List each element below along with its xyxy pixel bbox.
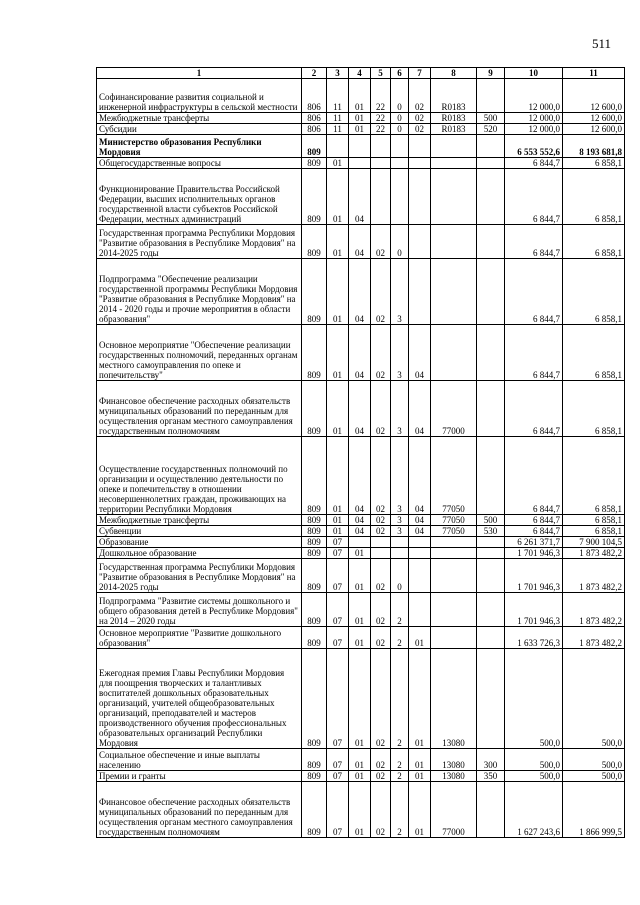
column-header-4: 4: [349, 68, 371, 79]
row-code-cell: 02: [409, 124, 431, 135]
row-name-cell: Функционирование Правительства Российской Федерации, высших исполнительных органов государственной власти субъектов Российской Федерации, местных администраций: [97, 169, 302, 225]
row-code-cell: 04: [409, 526, 431, 537]
row-code-cell: 02: [371, 559, 391, 593]
row-code-cell: 02: [371, 259, 391, 325]
row-code-cell: 02: [371, 649, 391, 749]
row-code-cell: [371, 169, 391, 225]
row-amount-cell: 1 701 946,3: [505, 593, 563, 627]
row-code-cell: 01: [349, 559, 371, 593]
row-code-cell: [431, 259, 477, 325]
row-code-cell: R0183: [431, 79, 477, 113]
row-name-cell: Субсидии: [97, 124, 302, 135]
row-code-cell: 07: [327, 782, 349, 838]
table-row: [97, 771, 625, 782]
row-code-cell: [431, 559, 477, 593]
row-code-cell: 07: [327, 771, 349, 782]
row-amount-cell: 1 627 243,6: [505, 782, 563, 838]
column-header-1: 1: [97, 68, 302, 79]
table-row: [97, 593, 625, 627]
table-row: [97, 113, 625, 124]
row-code-cell: [477, 537, 505, 548]
row-code-cell: [477, 225, 505, 259]
row-amount-cell: 6 844,7: [505, 526, 563, 537]
row-amount-cell: 500,0: [563, 749, 625, 771]
table-row: [97, 537, 625, 548]
row-code-cell: [431, 225, 477, 259]
row-code-cell: 806: [302, 79, 327, 113]
row-code-cell: 01: [327, 381, 349, 437]
row-code-cell: 22: [371, 79, 391, 113]
row-code-cell: 01: [409, 771, 431, 782]
row-code-cell: 77050: [431, 437, 477, 515]
row-code-cell: 520: [477, 124, 505, 135]
row-code-cell: 04: [349, 381, 371, 437]
column-header-10: 10: [505, 68, 563, 79]
row-name-cell: Осуществление государственных полномочий по организации и осуществлению деятельности по опеке и попечительству в отношении несовершеннолетних граждан, проживающих на территории Республики Мордовия: [97, 437, 302, 515]
row-code-cell: 04: [349, 225, 371, 259]
row-code-cell: 809: [302, 515, 327, 526]
row-code-cell: R0183: [431, 113, 477, 124]
row-code-cell: 2: [391, 649, 409, 749]
row-amount-cell: 6 858,1: [563, 437, 625, 515]
row-code-cell: 3: [391, 526, 409, 537]
row-amount-cell: 1 873 482,2: [563, 627, 625, 649]
row-code-cell: 809: [302, 782, 327, 838]
row-amount-cell: 7 900 104,5: [563, 537, 625, 548]
row-code-cell: 300: [477, 749, 505, 771]
row-code-cell: 22: [371, 124, 391, 135]
table-row: [97, 749, 625, 771]
row-amount-cell: 12 600,0: [563, 113, 625, 124]
row-code-cell: 13080: [431, 771, 477, 782]
row-code-cell: 809: [302, 526, 327, 537]
row-name-cell: Министерство образования Республики Мордовия: [97, 135, 302, 158]
row-code-cell: 806: [302, 124, 327, 135]
row-amount-cell: 6 858,1: [563, 225, 625, 259]
table-row: [97, 124, 625, 135]
column-header-8: 8: [431, 68, 477, 79]
row-code-cell: [349, 537, 371, 548]
table-row: [97, 627, 625, 649]
row-code-cell: [431, 548, 477, 559]
row-amount-cell: 1 701 946,3: [505, 559, 563, 593]
row-code-cell: [431, 169, 477, 225]
table-row: [97, 79, 625, 113]
row-code-cell: [409, 135, 431, 158]
row-code-cell: 07: [327, 559, 349, 593]
row-code-cell: 04: [349, 437, 371, 515]
row-code-cell: 809: [302, 381, 327, 437]
row-code-cell: 02: [371, 515, 391, 526]
row-code-cell: [477, 437, 505, 515]
row-code-cell: 22: [371, 113, 391, 124]
row-code-cell: [391, 537, 409, 548]
row-code-cell: [431, 627, 477, 649]
row-code-cell: 01: [349, 782, 371, 838]
column-header-5: 5: [371, 68, 391, 79]
row-code-cell: 13080: [431, 749, 477, 771]
row-name-cell: Социальное обеспечение и иные выплаты населению: [97, 749, 302, 771]
row-amount-cell: 500,0: [563, 771, 625, 782]
page-number: 511: [592, 36, 612, 51]
row-amount-cell: 12 000,0: [505, 113, 563, 124]
row-code-cell: 2: [391, 593, 409, 627]
column-header-7: 7: [409, 68, 431, 79]
row-code-cell: 01: [349, 548, 371, 559]
row-code-cell: [391, 158, 409, 169]
table-row: [97, 381, 625, 437]
row-code-cell: [477, 381, 505, 437]
row-code-cell: [409, 593, 431, 627]
row-amount-cell: 6 553 552,6: [505, 135, 563, 158]
row-code-cell: [409, 548, 431, 559]
row-amount-cell: 1 701 946,3: [505, 548, 563, 559]
row-code-cell: 07: [327, 537, 349, 548]
row-code-cell: 809: [302, 135, 327, 158]
table-header-row: [97, 68, 625, 79]
table-row: [97, 169, 625, 225]
row-code-cell: 02: [371, 381, 391, 437]
row-code-cell: 77000: [431, 381, 477, 437]
row-code-cell: [431, 537, 477, 548]
row-code-cell: 0: [391, 113, 409, 124]
column-header-2: 2: [302, 68, 327, 79]
row-code-cell: [371, 135, 391, 158]
row-code-cell: [477, 169, 505, 225]
row-code-cell: 07: [327, 548, 349, 559]
column-header-11: 11: [563, 68, 625, 79]
row-code-cell: 01: [349, 649, 371, 749]
table-row: [97, 437, 625, 515]
row-amount-cell: 6 844,7: [505, 169, 563, 225]
table-row: [97, 325, 625, 381]
row-code-cell: [431, 158, 477, 169]
row-amount-cell: 500,0: [563, 649, 625, 749]
row-code-cell: 02: [371, 437, 391, 515]
row-code-cell: [477, 559, 505, 593]
row-code-cell: 0: [391, 124, 409, 135]
table-row: [97, 225, 625, 259]
row-code-cell: 02: [371, 225, 391, 259]
row-name-cell: Финансовое обеспечение расходных обязательств муниципальных образований по переданным для осуществления органам местного самоуправления государственным полномочиям: [97, 381, 302, 437]
row-code-cell: [327, 135, 349, 158]
row-code-cell: 809: [302, 537, 327, 548]
table-row: [97, 515, 625, 526]
table-row: [97, 559, 625, 593]
row-amount-cell: 1 633 726,3: [505, 627, 563, 649]
row-amount-cell: 6 844,7: [505, 325, 563, 381]
row-code-cell: [391, 548, 409, 559]
row-amount-cell: 6 844,7: [505, 158, 563, 169]
row-code-cell: [431, 325, 477, 381]
row-code-cell: 809: [302, 158, 327, 169]
row-code-cell: 04: [349, 325, 371, 381]
row-code-cell: 77050: [431, 526, 477, 537]
row-code-cell: [477, 259, 505, 325]
table-row: [97, 135, 625, 158]
row-code-cell: [409, 158, 431, 169]
row-code-cell: 3: [391, 515, 409, 526]
row-code-cell: 01: [327, 158, 349, 169]
budget-table: [96, 67, 625, 838]
row-code-cell: 07: [327, 627, 349, 649]
row-code-cell: 02: [371, 771, 391, 782]
row-code-cell: [477, 325, 505, 381]
row-code-cell: 01: [409, 649, 431, 749]
row-code-cell: 3: [391, 325, 409, 381]
row-code-cell: 02: [371, 325, 391, 381]
row-amount-cell: 6 261 371,7: [505, 537, 563, 548]
row-code-cell: 77050: [431, 515, 477, 526]
row-amount-cell: 6 844,7: [505, 225, 563, 259]
row-name-cell: Государственная программа Республики Мордовия "Развитие образования в Республике Мордовия" на 2014-2025 годы: [97, 559, 302, 593]
row-name-cell: Дошкольное образование: [97, 548, 302, 559]
row-code-cell: 2: [391, 749, 409, 771]
row-code-cell: 07: [327, 593, 349, 627]
row-code-cell: [371, 158, 391, 169]
row-code-cell: 01: [349, 593, 371, 627]
row-code-cell: [391, 169, 409, 225]
row-code-cell: [477, 627, 505, 649]
row-amount-cell: 6 858,1: [563, 515, 625, 526]
row-amount-cell: 6 858,1: [563, 325, 625, 381]
table-row: [97, 548, 625, 559]
row-code-cell: 809: [302, 771, 327, 782]
row-code-cell: 11: [327, 79, 349, 113]
row-code-cell: 01: [327, 515, 349, 526]
row-code-cell: [477, 158, 505, 169]
column-header-9: 9: [477, 68, 505, 79]
row-code-cell: 02: [409, 113, 431, 124]
row-name-cell: Образование: [97, 537, 302, 548]
row-code-cell: 0: [391, 79, 409, 113]
row-amount-cell: 6 858,1: [563, 169, 625, 225]
row-code-cell: 2: [391, 771, 409, 782]
row-amount-cell: 8 193 681,8: [563, 135, 625, 158]
row-name-cell: Подпрограмма "Развитие системы дошкольного и общего образования детей в Республике Мордовия" на 2014 – 2020 годы: [97, 593, 302, 627]
column-header-3: 3: [327, 68, 349, 79]
row-name-cell: Софинансирование развития социальной и инженерной инфраструктуры в сельской местности: [97, 79, 302, 113]
row-code-cell: 02: [409, 79, 431, 113]
row-code-cell: 01: [327, 225, 349, 259]
row-code-cell: [477, 79, 505, 113]
row-amount-cell: 12 600,0: [563, 124, 625, 135]
row-code-cell: 809: [302, 559, 327, 593]
row-code-cell: [477, 548, 505, 559]
row-code-cell: 01: [349, 113, 371, 124]
row-code-cell: 13080: [431, 649, 477, 749]
row-code-cell: 809: [302, 627, 327, 649]
row-code-cell: 809: [302, 437, 327, 515]
row-code-cell: [409, 259, 431, 325]
row-code-cell: 809: [302, 259, 327, 325]
table-row: [97, 782, 625, 838]
row-name-cell: Общегосударственные вопросы: [97, 158, 302, 169]
row-amount-cell: 12 600,0: [563, 79, 625, 113]
row-code-cell: 01: [327, 259, 349, 325]
row-amount-cell: 6 858,1: [563, 158, 625, 169]
column-header-6: 6: [391, 68, 409, 79]
row-code-cell: 01: [409, 627, 431, 649]
row-code-cell: 04: [409, 437, 431, 515]
row-name-cell: Межбюджетные трансферты: [97, 113, 302, 124]
row-amount-cell: 500,0: [505, 771, 563, 782]
table-row: [97, 649, 625, 749]
row-code-cell: 01: [409, 749, 431, 771]
row-code-cell: 07: [327, 749, 349, 771]
row-code-cell: [431, 135, 477, 158]
row-name-cell: Премии и гранты: [97, 771, 302, 782]
row-code-cell: 02: [371, 526, 391, 537]
row-code-cell: 02: [371, 593, 391, 627]
row-code-cell: [477, 649, 505, 749]
row-code-cell: [371, 548, 391, 559]
table-row: [97, 259, 625, 325]
row-code-cell: 04: [349, 515, 371, 526]
row-code-cell: 02: [371, 749, 391, 771]
row-amount-cell: 500,0: [505, 749, 563, 771]
row-code-cell: [409, 537, 431, 548]
row-amount-cell: 6 844,7: [505, 437, 563, 515]
row-code-cell: 04: [409, 381, 431, 437]
row-amount-cell: 1 873 482,2: [563, 548, 625, 559]
row-code-cell: 806: [302, 113, 327, 124]
row-code-cell: [431, 593, 477, 627]
row-amount-cell: 6 844,7: [505, 381, 563, 437]
row-code-cell: 04: [349, 259, 371, 325]
row-code-cell: 809: [302, 548, 327, 559]
row-code-cell: 04: [349, 526, 371, 537]
row-amount-cell: 6 858,1: [563, 259, 625, 325]
row-code-cell: 0: [391, 225, 409, 259]
row-code-cell: 01: [327, 526, 349, 537]
row-code-cell: 3: [391, 259, 409, 325]
row-code-cell: 77000: [431, 782, 477, 838]
table-row: [97, 158, 625, 169]
row-code-cell: [477, 593, 505, 627]
row-code-cell: 01: [327, 169, 349, 225]
row-code-cell: 02: [371, 627, 391, 649]
row-code-cell: 3: [391, 381, 409, 437]
row-code-cell: 350: [477, 771, 505, 782]
row-code-cell: 809: [302, 749, 327, 771]
row-code-cell: 0: [391, 559, 409, 593]
row-code-cell: 2: [391, 627, 409, 649]
row-code-cell: 01: [327, 325, 349, 381]
row-amount-cell: 12 000,0: [505, 124, 563, 135]
row-amount-cell: 12 000,0: [505, 79, 563, 113]
row-code-cell: 809: [302, 593, 327, 627]
row-code-cell: 04: [409, 325, 431, 381]
row-code-cell: 04: [349, 169, 371, 225]
row-code-cell: [409, 169, 431, 225]
row-amount-cell: 6 858,1: [563, 381, 625, 437]
row-code-cell: 01: [349, 627, 371, 649]
row-code-cell: [371, 537, 391, 548]
row-amount-cell: 6 844,7: [505, 515, 563, 526]
row-name-cell: Подпрограмма "Обеспечение реализации государственной программы Республики Мордовия "Развитие образования в Республике Мордовия" на 2014 - 2020 годы и прочие мероприятия в области образования": [97, 259, 302, 325]
row-name-cell: Субвенции: [97, 526, 302, 537]
row-code-cell: 07: [327, 649, 349, 749]
row-code-cell: [349, 135, 371, 158]
row-code-cell: 04: [409, 515, 431, 526]
row-name-cell: Основное мероприятие "Обеспечение реализации государственных полномочий, переданных органам местного самоуправления по опеке и попечительству": [97, 325, 302, 381]
row-code-cell: [391, 135, 409, 158]
row-code-cell: 01: [349, 749, 371, 771]
row-amount-cell: 1 866 999,5: [563, 782, 625, 838]
row-code-cell: 01: [409, 782, 431, 838]
row-code-cell: 11: [327, 113, 349, 124]
row-code-cell: 809: [302, 169, 327, 225]
row-amount-cell: 1 873 482,2: [563, 559, 625, 593]
row-code-cell: [409, 225, 431, 259]
row-amount-cell: 1 873 482,2: [563, 593, 625, 627]
row-code-cell: 809: [302, 649, 327, 749]
row-code-cell: 809: [302, 225, 327, 259]
row-code-cell: [477, 135, 505, 158]
row-amount-cell: 6 858,1: [563, 526, 625, 537]
row-code-cell: [349, 158, 371, 169]
row-code-cell: 02: [371, 782, 391, 838]
row-amount-cell: 500,0: [505, 649, 563, 749]
row-code-cell: 3: [391, 437, 409, 515]
row-amount-cell: 6 844,7: [505, 259, 563, 325]
row-name-cell: Финансовое обеспечение расходных обязательств муниципальных образований по переданным для осуществления органам местного самоуправления государственным полномочиям: [97, 782, 302, 838]
row-name-cell: Государственная программа Республики Мордовия "Развитие образования в Республике Мордовия" на 2014-2025 годы: [97, 225, 302, 259]
row-code-cell: 11: [327, 124, 349, 135]
table-row: [97, 526, 625, 537]
row-code-cell: [477, 782, 505, 838]
row-name-cell: Межбюджетные трансферты: [97, 515, 302, 526]
row-code-cell: [409, 559, 431, 593]
row-code-cell: 530: [477, 526, 505, 537]
row-code-cell: 500: [477, 113, 505, 124]
row-name-cell: Ежегодная премия Главы Республики Мордовия для поощрения творческих и талантливых воспитателей дошкольных образовательных организаций, учителей общеобразовательных организаций, преподавателей и мастеров производственного обучения профессиональных образовательных организаций Республики Мордовия: [97, 649, 302, 749]
row-code-cell: 01: [349, 771, 371, 782]
row-code-cell: 2: [391, 782, 409, 838]
row-code-cell: 01: [327, 437, 349, 515]
row-code-cell: R0183: [431, 124, 477, 135]
row-code-cell: 500: [477, 515, 505, 526]
row-code-cell: 01: [349, 124, 371, 135]
row-name-cell: Основное мероприятие "Развитие дошкольного образования": [97, 627, 302, 649]
row-code-cell: 809: [302, 325, 327, 381]
row-code-cell: 01: [349, 79, 371, 113]
